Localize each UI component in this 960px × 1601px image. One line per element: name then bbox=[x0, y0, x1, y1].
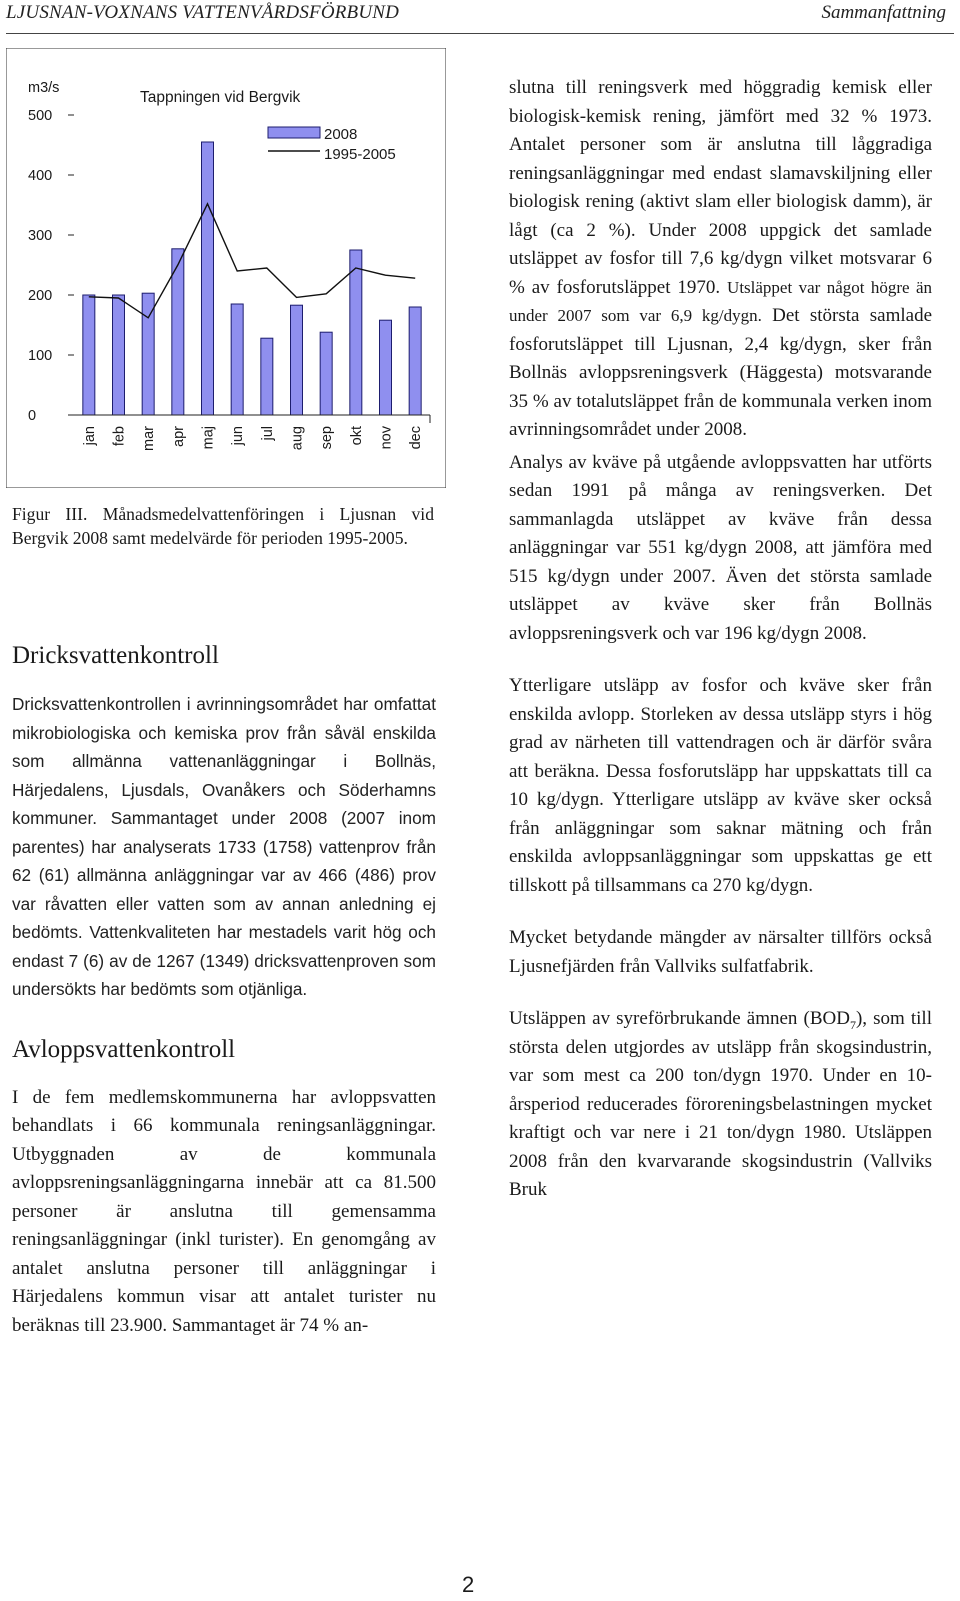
paragraph-drinking-water-intro: Dricksvattenkontrollen i avrinningsområdet har omfattat mikrobiologiska och kemiska prov från såväl enskilda som allmänna vattenanläggningar i Bollnäs, Härjedalens, Ljusdals, Ovanåkers och Söderhamns kommuner. bbox=[12, 694, 436, 828]
paragraph-drinking-water bbox=[12, 690, 436, 1004]
x-tick-label-apr: apr bbox=[170, 426, 187, 447]
y-tick-label: 400 bbox=[28, 168, 53, 184]
paragraph-drinking-water-results: Sammantaget under 2008 (2007 inom parentes) har analyserats 1733 (1758) vattenprov från 62 (61) allmänna anläggningar var av 466 (486) prov var råvatten eller vatten som av annan anledning ej bedömts. Vattenkvaliteten har mestadels varit hög och endast 7 (6) av de 1267 (1349) dricksvattenproven som undersökts har bedömts som otjänliga. bbox=[12, 808, 436, 999]
paragraph-phosphorus-b: Utsläppet var något högre än under 2007 som var 6,9 kg/dygn. bbox=[509, 277, 932, 325]
x-tick-label-sep: sep bbox=[319, 426, 336, 450]
right-column bbox=[509, 74, 932, 1205]
paragraph-wastewater: I de fem medlemskommunerna har avloppsvatten behandlats i 66 kommunala reningsanläggningar. Utbyggnaden av de kommunala avloppsreningsanläggningarna innebär att ca 81.500 personer är anslutna till gemensamma reningsanläggningar (inkl turister). En genomgång av antalet anslutna personer till anläggningar i Härjedalens kommun visar att antalet turister nu beräknas till 23.900. Sammantaget är 74 % an- bbox=[12, 1086, 436, 1336]
x-tick-label-aug: aug bbox=[289, 426, 306, 451]
bar-jul bbox=[261, 338, 273, 415]
x-tick-label-nov: nov bbox=[378, 426, 395, 450]
y-tick-label: 300 bbox=[28, 228, 53, 244]
x-tick-label-dec: dec bbox=[408, 426, 425, 450]
x-tick-label-jun: jun bbox=[230, 426, 247, 446]
bar-maj bbox=[202, 142, 214, 415]
running-header-section: Sammanfattning bbox=[821, 2, 946, 23]
running-header-title: LJUSNAN-VOXNANS VATTENVÅRDSFÖRBUND bbox=[6, 2, 400, 23]
bar-jun bbox=[231, 304, 243, 415]
x-tick-label-maj: maj bbox=[200, 426, 217, 450]
y-tick-label: 100 bbox=[28, 348, 53, 364]
bod-subscript: 7 bbox=[849, 1017, 856, 1032]
paragraph-private-sewers: Ytterligare utsläpp av fosfor och kväve sker från enskilda avlopp. Storleken av dessa utsläpp styrs i hög grad av närheten till vattendragen och är därför svåra att beräkna. Dessa fosforutsläpp har uppskattats till ca 10 kg/dygn. Ytterligare utsläpp av kväve sker också från anläggningar som saknar mätning och från enskilda avloppsanläggningar som uppskattas ge ett tillskott på tillsammans ca 270 kg/dygn. bbox=[509, 675, 932, 896]
bod-text-pre: Utsläppen av syreförbrukande ämnen (BOD bbox=[509, 1008, 850, 1029]
x-tick-label-mar: mar bbox=[141, 426, 158, 451]
bar-nov bbox=[380, 320, 392, 415]
chart-title: Tappningen vid Bergvik bbox=[140, 89, 301, 106]
x-tick-label-feb: feb bbox=[111, 426, 128, 447]
paragraph-bod bbox=[509, 1005, 932, 1205]
legend-bar-label: 2008 bbox=[324, 126, 358, 143]
bar-dec bbox=[409, 307, 421, 415]
y-tick-label: 0 bbox=[28, 408, 37, 424]
paragraph-phosphorus bbox=[509, 74, 932, 445]
bar-okt bbox=[350, 250, 362, 415]
y-tick-label: 200 bbox=[28, 288, 53, 304]
paragraph-vallvik: Mycket betydande mängder av närsalter tillförs också Ljusnefjärden från Vallviks sulfatfabrik. bbox=[509, 927, 932, 977]
x-tick-label-okt: okt bbox=[348, 426, 365, 446]
paragraph-nitrogen: Analys av kväve på utgående avloppsvatten har utförts sedan 1991 på många av reningsverken. Det sammanlagda utsläppet av kväve från dessa anläggningar var 551 kg/dygn 2008, att jämföra med 515 kg/dygn under 2007. Även det största samlade utsläppet av kväve sker från Bollnäs avloppsreningsverk och var 196 kg/dygn 2008. bbox=[509, 451, 932, 644]
legend-bar-swatch bbox=[268, 127, 320, 138]
bar-sep bbox=[320, 332, 332, 415]
bar-jan bbox=[83, 295, 95, 415]
chart-figure bbox=[6, 48, 446, 488]
x-tick-label-jan: jan bbox=[81, 426, 98, 446]
heading-avloppsvattenkontroll: Avloppsvattenkontroll bbox=[12, 1035, 236, 1063]
flow-chart bbox=[6, 48, 446, 488]
figure-caption: Figur III. Månadsmedelvattenföringen i Ljusnan vid Bergvik 2008 samt medelvärde för perioden 1995-2005. bbox=[12, 504, 434, 548]
left-column bbox=[12, 640, 436, 1340]
heading-dricksvattenkontroll: Dricksvattenkontroll bbox=[12, 642, 219, 669]
legend-line-label: 1995-2005 bbox=[324, 146, 396, 163]
paragraph-phosphorus-c: Det största samlade fosforutsläppet till Ljusnan, 2,4 kg/dygn, sker från Bollnäs avloppsreningsverk (Häggesta) motsvarande 35 % av totalutsläppet från de kommunala verken inom avrinningsområdet under 2008. bbox=[509, 305, 933, 440]
chart-frame bbox=[6, 48, 446, 488]
bar-aug bbox=[291, 305, 303, 415]
bar-feb bbox=[113, 295, 125, 415]
page-number: 2 bbox=[462, 1572, 475, 1597]
x-tick-label-jul: jul bbox=[259, 426, 276, 441]
header-rule bbox=[6, 33, 954, 34]
paragraph-phosphorus-a: slutna till reningsverk med höggradig kemisk eller biologisk-kemisk rening, jämfört med 32 % 1973. Antalet personer som är anslutna till låggradiga reningsanläggningar med endast slamavskiljning eller biologisk rening (aktivt slam eller biologisk damm), är lågt (ca 2 %). Under 2008 uppgick det samlade utsläppet av fosfor till 7,6 kg/dygn vilket motsvarar 6 % av fosforutsläppet 1970. bbox=[509, 77, 932, 298]
y-tick-label: 500 bbox=[28, 108, 53, 124]
y-unit-label: m3/s bbox=[28, 80, 60, 96]
bod-text-post: ), som till största delen utgjordes av utsläpp från skogsindustrin, var som mest ca 200 ton/dygn 1970. Under en 10-årsperiod reducerades föroreningsbelastningen mycket kraftigt och var nere i 21 ton/dygn 1980. Utsläppen 2008 från den kvarvarande skogsindustrin (Vallviks Bruk bbox=[509, 1008, 932, 1200]
